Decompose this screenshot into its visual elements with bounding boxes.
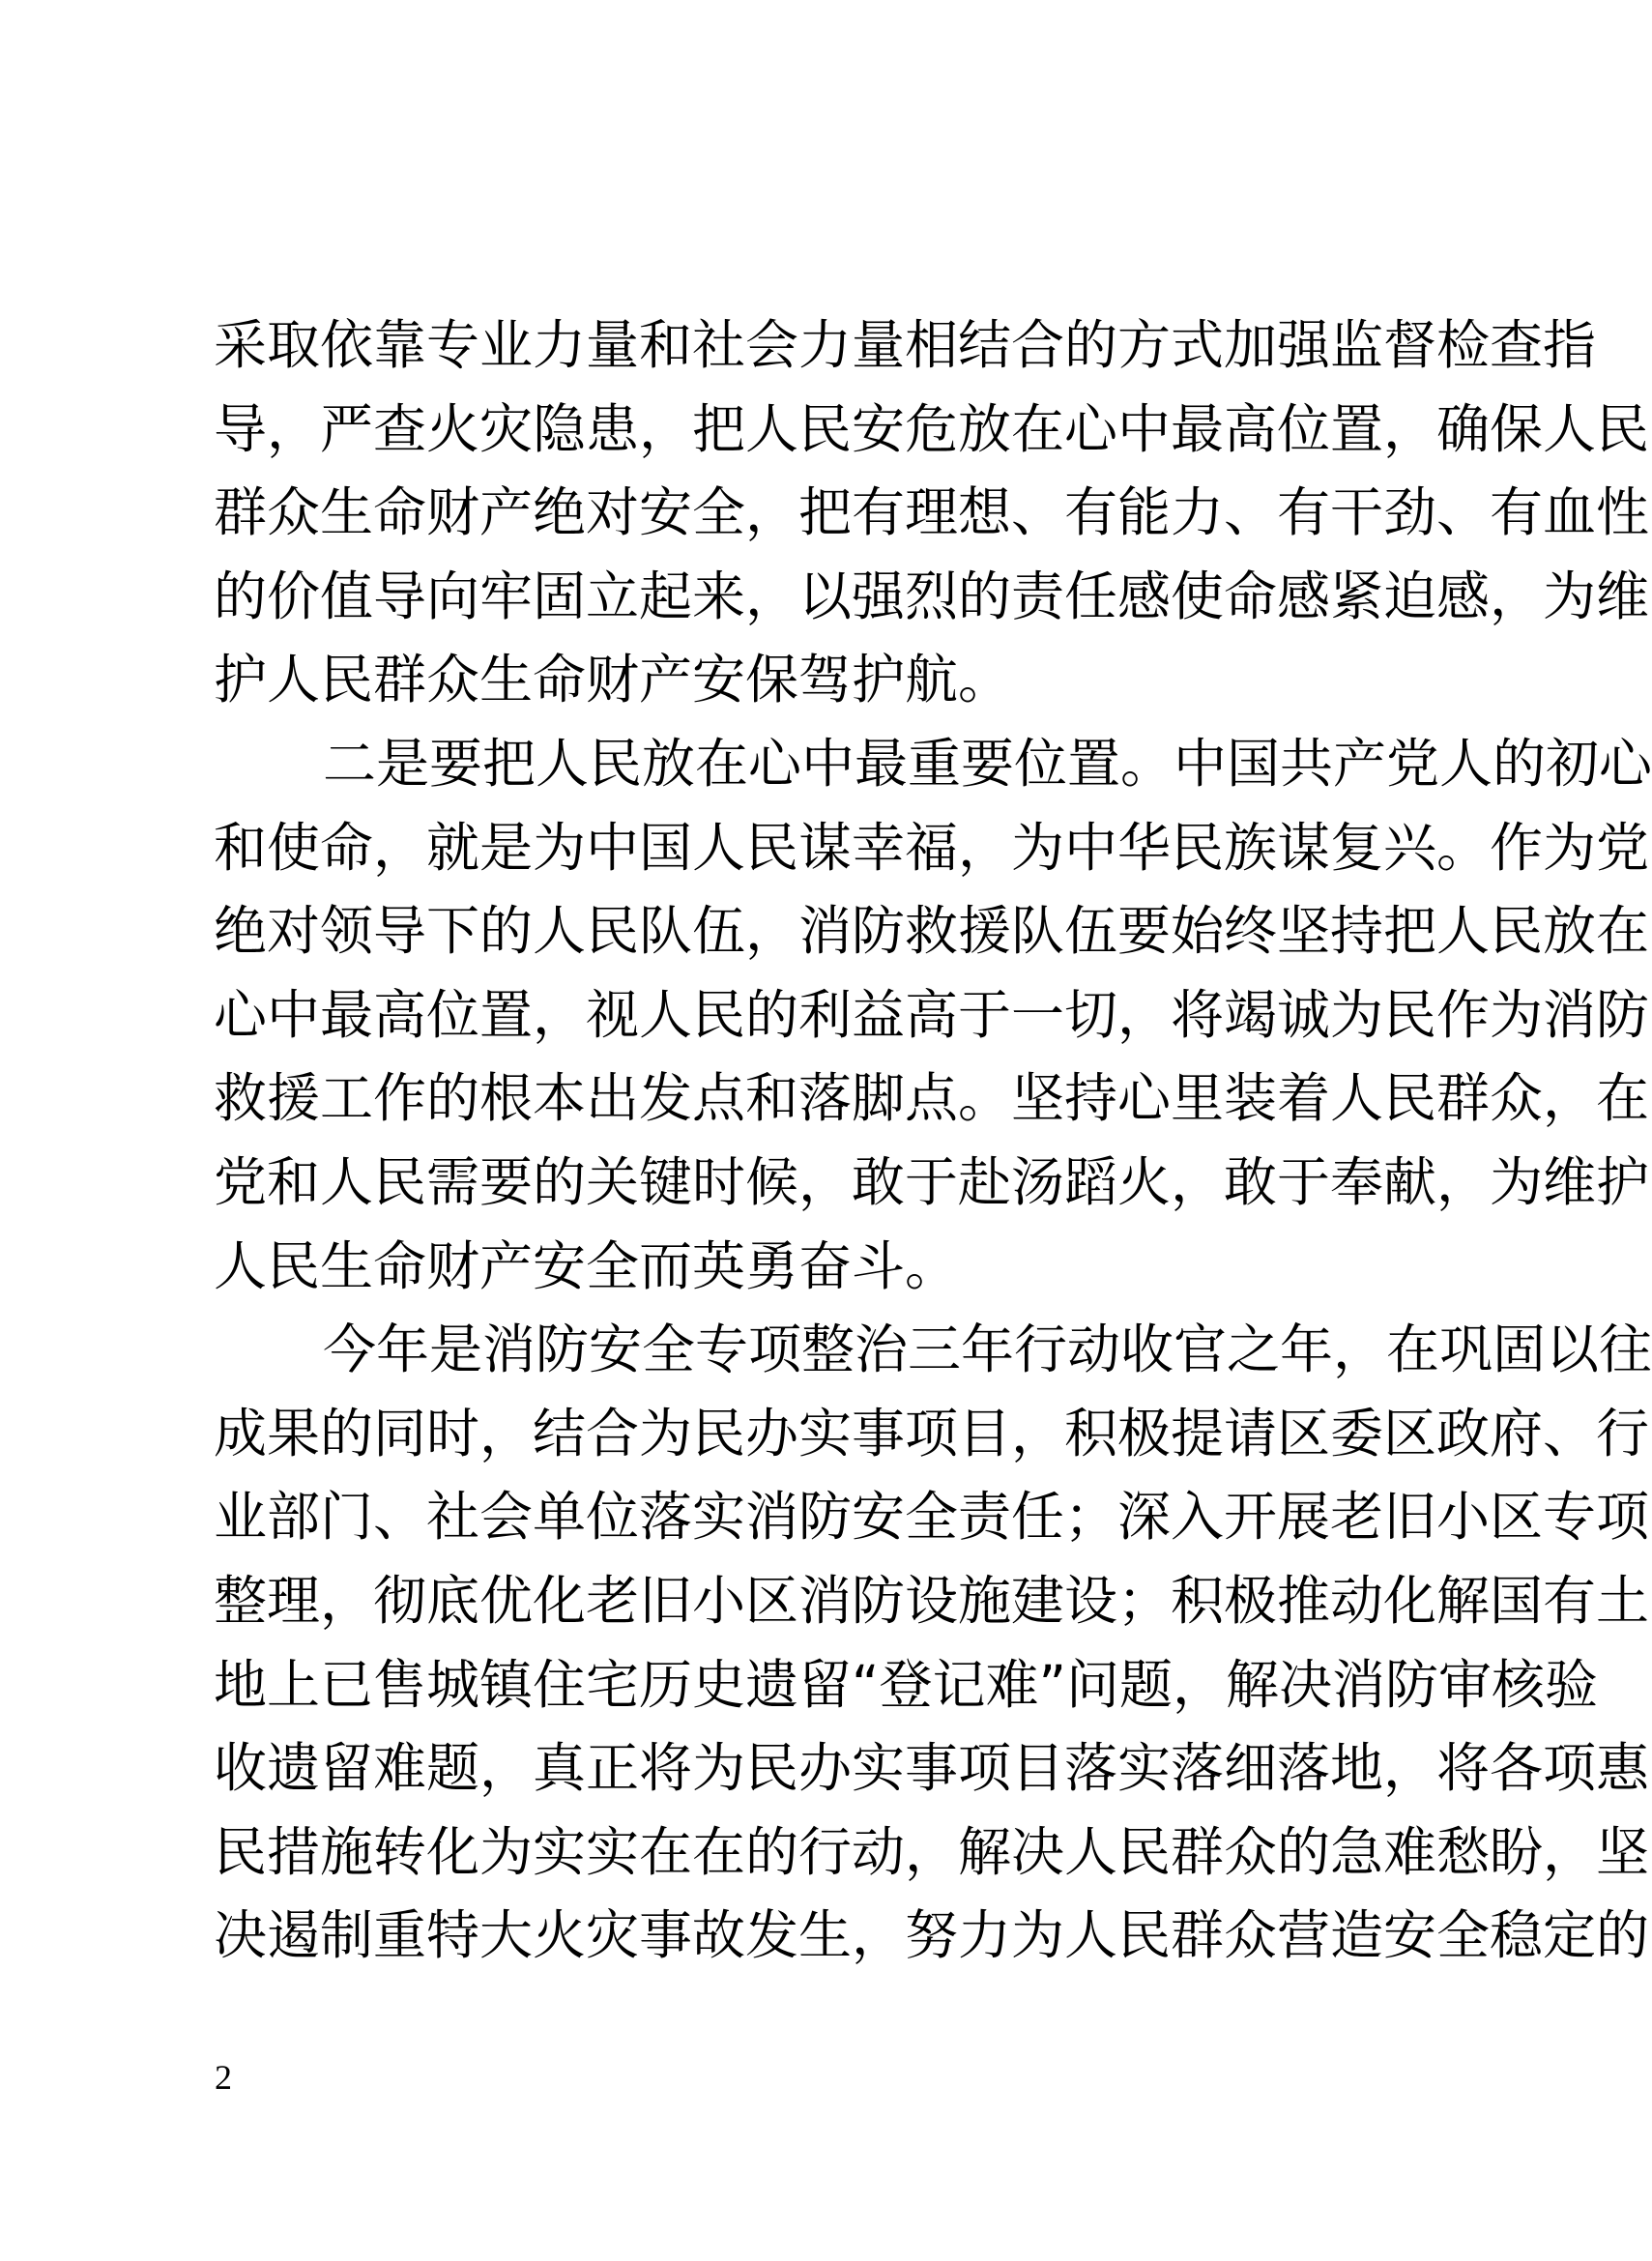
text-line: 成果的同时，结合为民办实事项目，积极提请区委区政府、行 xyxy=(214,1402,1650,1464)
text-line: 二是要把人民放在心中最重要位置。中国共产党人的初心 xyxy=(323,732,1652,795)
text-line: 采取依靠专业力量和社会力量相结合的方式加强监督检查指 xyxy=(214,314,1597,376)
text-line: 今年是消防安全专项整治三年行动收官之年，在巩固以往 xyxy=(323,1319,1652,1381)
text-line: 业部门、社会单位落实消防安全责任；深入开展老旧小区专项 xyxy=(214,1486,1650,1549)
document-body xyxy=(214,304,1652,1978)
text-line: 地上已售城镇住宅历史遗留“登记难”问题，解决消防审核验 xyxy=(214,1653,1598,1716)
text-line: 整理，彻底优化老旧小区消防设施建设；积极推动化解国有土 xyxy=(214,1569,1650,1632)
text-line: 救援工作的根本出发点和落脚点。坚持心里装着人民群众，在 xyxy=(214,1067,1650,1130)
paragraph xyxy=(214,304,1650,722)
text-line: 人民生命财产安全而英勇奋斗。 xyxy=(214,1234,959,1297)
paragraph xyxy=(214,1308,1652,1978)
text-line: 党和人民需要的关键时候，敢于赴汤蹈火，敢于奉献，为维护 xyxy=(214,1150,1650,1213)
paragraph xyxy=(214,722,1652,1308)
text-line: 民措施转化为实实在在的行动，解决人民群众的急难愁盼，坚 xyxy=(214,1820,1650,1883)
text-line: 和使命，就是为中国人民谋幸福，为中华民族谋复兴。作为党 xyxy=(214,816,1650,879)
text-line: 心中最高位置，视人民的利益高于一切，将竭诚为民作为消防 xyxy=(214,983,1650,1046)
text-line: 护人民群众生命财产安保驾护航。 xyxy=(214,649,1012,711)
text-line: 收遗留难题，真正将为民办实事项目落实落细落地，将各项惠 xyxy=(214,1737,1650,1800)
text-line: 导，严查火灾隐患，把人民安危放在心中最高位置，确保人民 xyxy=(214,397,1650,460)
page-number: 2 xyxy=(215,2058,232,2097)
text-line: 群众生命财产绝对安全，把有理想、有能力、有干劲、有血性 xyxy=(214,481,1650,544)
text-line: 的价值导向牢固立起来，以强烈的责任感使命感紧迫感，为维 xyxy=(214,565,1650,627)
text-line: 决遏制重特大火灾事故发生，努力为人民群众营造安全稳定的 xyxy=(214,1904,1650,1967)
text-line: 绝对领导下的人民队伍，消防救援队伍要始终坚持把人民放在 xyxy=(214,900,1650,963)
